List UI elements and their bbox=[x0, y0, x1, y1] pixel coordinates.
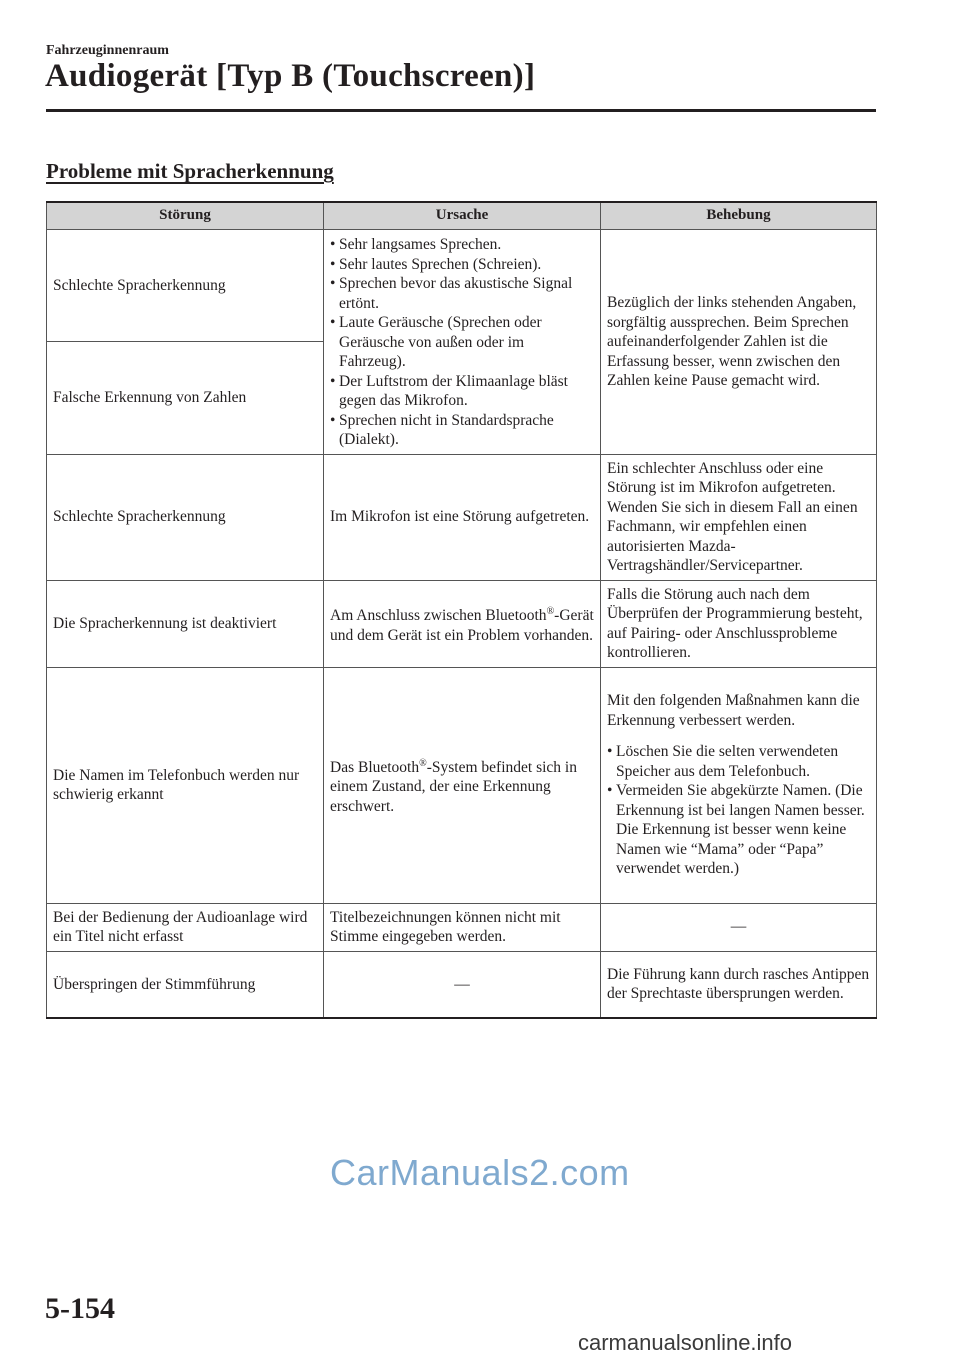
table-row bbox=[47, 230, 877, 342]
registered-mark: ® bbox=[419, 757, 427, 769]
list-item: • Vermeiden Sie abgekürzte Namen. (Die Erkennung ist bei langen Namen besser. Die Erkennung ist besser wenn keine Namen wie “Mama” oder “Papa” verwendet werden.) bbox=[607, 781, 870, 879]
table-row bbox=[47, 951, 877, 1018]
problem-cell: Die Namen im Telefonbuch werden nur schwierig erkannt bbox=[47, 667, 324, 903]
cause-cell: — bbox=[324, 951, 601, 1018]
column-header-cause: Ursache bbox=[324, 202, 601, 230]
cause-cell bbox=[324, 667, 601, 903]
list-item: • Sehr lautes Sprechen (Schreien). bbox=[330, 255, 594, 275]
list-item: • Sprechen bevor das akustische Signal ertönt. bbox=[330, 274, 594, 313]
remedy-cell: Ein schlechter Anschluss oder eine Störung ist im Mikrofon aufgetreten. Wenden Sie sich in diesem Fall an einen Fachmann, wir empfehlen einen autorisierten Mazda-Vertragshändler/Servicepartner. bbox=[601, 454, 877, 580]
cause-text-start: Am Anschluss zwischen Bluetooth bbox=[330, 607, 547, 625]
problem-cell: Schlechte Spracherkennung bbox=[47, 454, 324, 580]
problem-cell: Schlechte Spracherkennung bbox=[47, 230, 324, 342]
cause-text-end: -System befindet sich in einem Zustand, der eine Erkennung erschwert. bbox=[330, 758, 577, 815]
cause-list bbox=[330, 235, 594, 450]
table-row bbox=[47, 580, 877, 667]
table-row bbox=[47, 903, 877, 951]
title-rule bbox=[46, 109, 876, 112]
section-label: Fahrzeuginnenraum bbox=[46, 43, 169, 58]
list-item: • Löschen Sie die selten verwendeten Speicher aus dem Telefonbuch. bbox=[607, 742, 870, 781]
cause-cell bbox=[324, 230, 601, 455]
watermark: CarManuals2.com bbox=[330, 1152, 630, 1193]
cause-cell bbox=[324, 580, 601, 667]
remedy-cell bbox=[601, 667, 877, 903]
registered-mark: ® bbox=[546, 605, 555, 617]
problem-cell: Überspringen der Stimmführung bbox=[47, 951, 324, 1018]
footer-site: carmanualsonline.info bbox=[578, 1330, 793, 1355]
remedy-intro: Mit den folgenden Maßnahmen kann die Erkennung verbessert werden. bbox=[607, 692, 860, 729]
cause-cell: Im Mikrofon ist eine Störung aufgetreten. bbox=[324, 454, 601, 580]
cause-cell: Titelbezeichnungen können nicht mit Stimme eingegeben werden. bbox=[324, 903, 601, 951]
remedy-cell: — bbox=[601, 903, 877, 951]
list-item: • Sprechen nicht in Standardsprache (Dialekt). bbox=[330, 411, 594, 450]
column-header-remedy: Behebung bbox=[601, 202, 877, 230]
problem-cell: Falsche Erkennung von Zahlen bbox=[47, 341, 324, 454]
chapter-title: Audiogerät [Typ B (Touchscreen)] bbox=[45, 58, 536, 94]
remedy-cell: Bezüglich der links stehenden Angaben, sorgfältig aussprechen. Beim Sprechen aufeinanderfolgender Zahlen ist die Erfassung besser, wenn zwischen den Zahlen keine Pause gemacht wird. bbox=[601, 230, 877, 455]
section-heading: Probleme mit Spracherkennung bbox=[46, 159, 334, 183]
problem-cell: Bei der Bedienung der Audioanlage wird ein Titel nicht erfasst bbox=[47, 903, 324, 951]
remedy-list bbox=[607, 742, 870, 879]
list-item: • Sehr langsames Sprechen. bbox=[330, 235, 594, 255]
table-header-row bbox=[47, 202, 877, 230]
cause-text-start: Das Bluetooth bbox=[330, 758, 420, 776]
troubleshooting-table bbox=[46, 201, 877, 1019]
remedy-cell: Die Führung kann durch rasches Antippen der Sprechtaste übersprungen werden. bbox=[601, 951, 877, 1018]
list-item: • Der Luftstrom der Klimaanlage bläst gegen das Mikrofon. bbox=[330, 372, 594, 411]
page-number: 5-154 bbox=[45, 1292, 115, 1325]
problem-cell: Die Spracherkennung ist deaktiviert bbox=[47, 580, 324, 667]
table-row bbox=[47, 454, 877, 580]
list-item: • Laute Geräusche (Sprechen oder Geräusche von außen oder im Fahrzeug). bbox=[330, 313, 594, 372]
column-header-problem: Störung bbox=[47, 202, 324, 230]
remedy-cell: Falls die Störung auch nach dem Überprüfen der Programmierung besteht, auf Pairing- oder Anschlussprobleme kontrollieren. bbox=[601, 580, 877, 667]
table-row bbox=[47, 667, 877, 903]
cause-text-end: -Gerät und dem Gerät ist ein Problem vorhanden. bbox=[330, 607, 594, 644]
